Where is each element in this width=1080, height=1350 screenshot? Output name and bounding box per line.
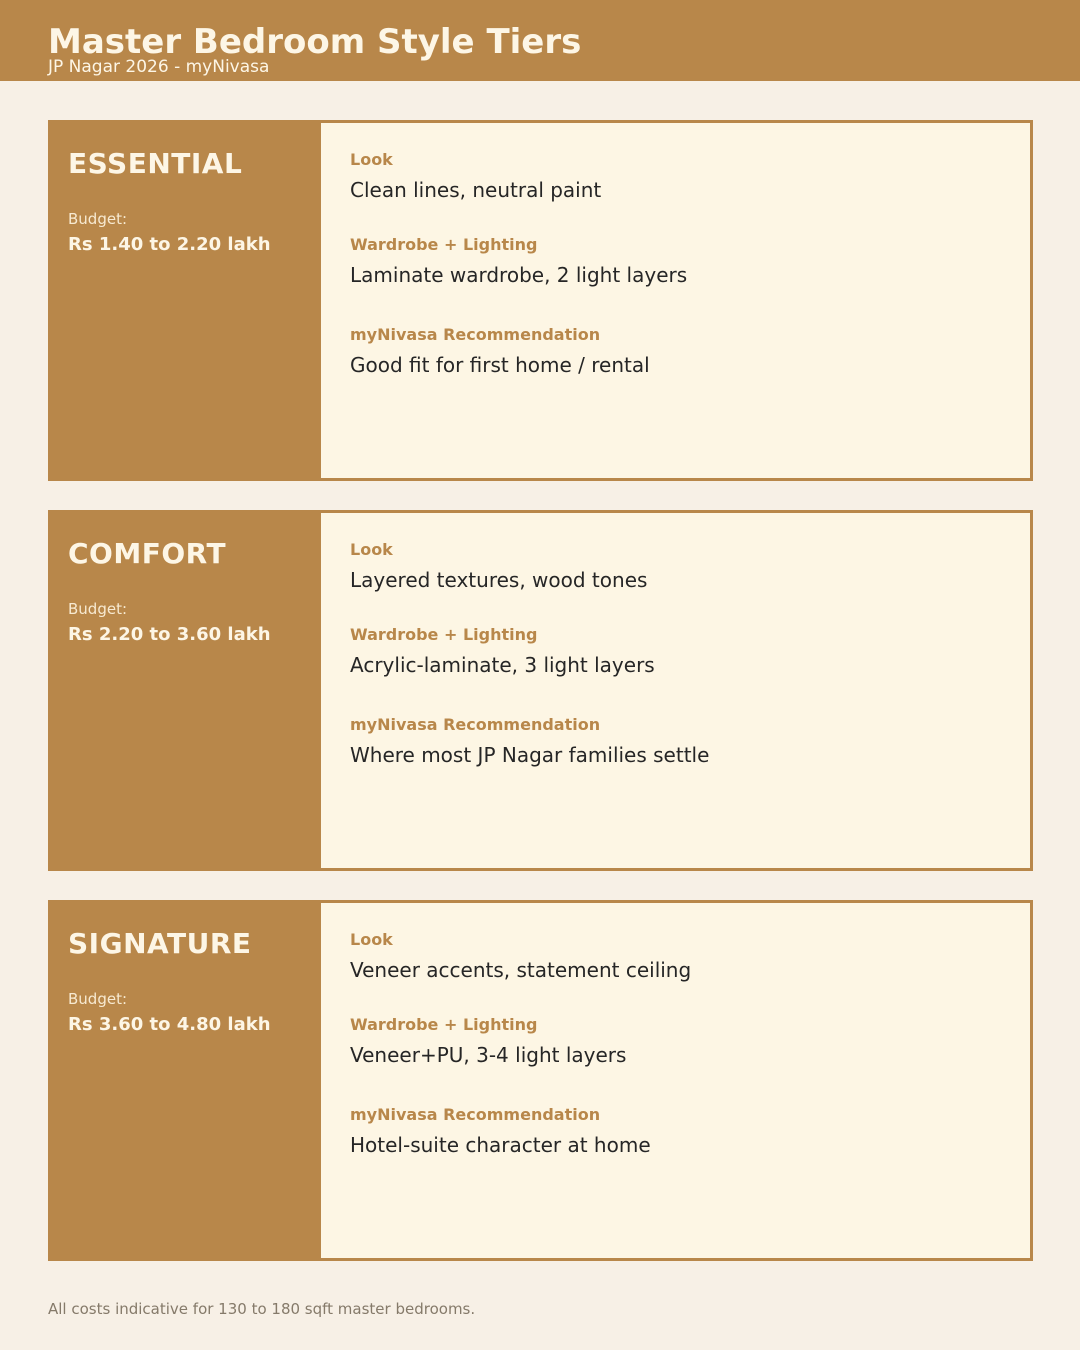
- recommendation-label: myNivasa Recommendation: [350, 715, 601, 734]
- tier-sidebar: [48, 900, 321, 1261]
- look-label: Look: [350, 540, 393, 559]
- tier-card-comfort: [48, 510, 1033, 871]
- budget-label: Budget:: [68, 210, 128, 228]
- look-value: Clean lines, neutral paint: [350, 178, 602, 202]
- tier-card-essential: [48, 120, 1033, 481]
- budget-label: Budget:: [68, 990, 128, 1008]
- wardrobe-lighting-label: Wardrobe + Lighting: [350, 235, 538, 254]
- header-bar: [0, 0, 1080, 81]
- tier-name: ESSENTIAL: [68, 147, 243, 180]
- recommendation-label: myNivasa Recommendation: [350, 325, 601, 344]
- look-label: Look: [350, 150, 393, 169]
- tier-sidebar: [48, 120, 321, 481]
- budget-value: Rs 1.40 to 2.20 lakh: [68, 234, 271, 255]
- budget-label: Budget:: [68, 600, 128, 618]
- page-title: Master Bedroom Style Tiers: [48, 22, 582, 62]
- wardrobe-lighting-value: Laminate wardrobe, 2 light layers: [350, 263, 688, 287]
- look-label: Look: [350, 930, 393, 949]
- budget-value: Rs 2.20 to 3.60 lakh: [68, 624, 271, 645]
- wardrobe-lighting-label: Wardrobe + Lighting: [350, 1015, 538, 1034]
- wardrobe-lighting-value: Acrylic-laminate, 3 light layers: [350, 653, 655, 677]
- budget-value: Rs 3.60 to 4.80 lakh: [68, 1014, 271, 1035]
- wardrobe-lighting-value: Veneer+PU, 3-4 light layers: [350, 1043, 627, 1067]
- recommendation-value: Hotel-suite character at home: [350, 1133, 651, 1157]
- tier-sidebar: [48, 510, 321, 871]
- footer-note: All costs indicative for 130 to 180 sqft master bedrooms.: [48, 1300, 476, 1318]
- page-subtitle: JP Nagar 2026 - myNivasa: [48, 57, 270, 77]
- look-value: Layered textures, wood tones: [350, 568, 648, 592]
- tier-name: COMFORT: [68, 537, 227, 570]
- tier-card-signature: [48, 900, 1033, 1261]
- recommendation-value: Where most JP Nagar families settle: [350, 743, 710, 767]
- tier-name: SIGNATURE: [68, 927, 252, 960]
- recommendation-label: myNivasa Recommendation: [350, 1105, 601, 1124]
- recommendation-value: Good fit for first home / rental: [350, 353, 650, 377]
- look-value: Veneer accents, statement ceiling: [350, 958, 692, 982]
- wardrobe-lighting-label: Wardrobe + Lighting: [350, 625, 538, 644]
